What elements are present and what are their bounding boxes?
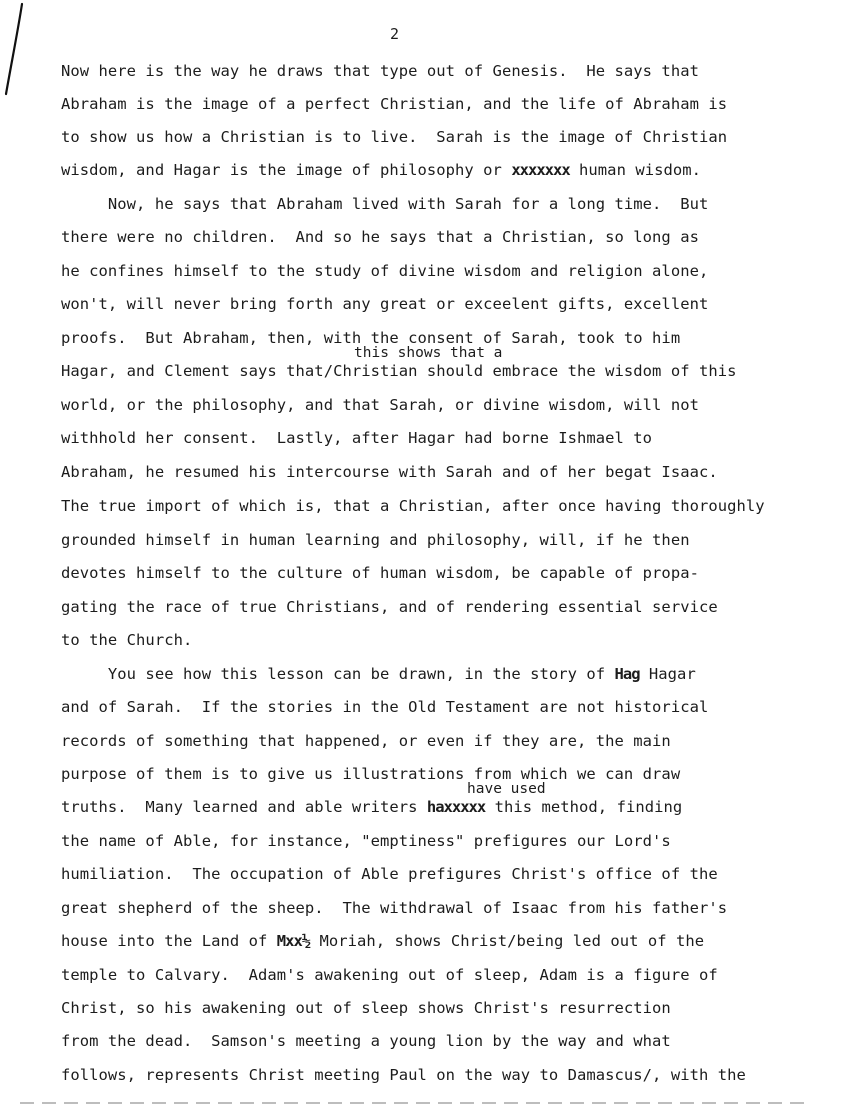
text-line: Abraham, he resumed his intercourse with Sarah and of her begat Isaac. [61, 463, 718, 481]
text-line: Now, he says that Abraham lived with Sarah for a long time. But [61, 195, 709, 213]
text-segment: truths. Many learned and able writers [61, 798, 427, 816]
text-segment: house into the Land of [61, 932, 277, 950]
text-line [61, 931, 704, 951]
page-number: 2 [390, 25, 400, 43]
text-segment: Moriah, shows Christ/being led out of the [310, 932, 705, 950]
text-line: to the Church. [61, 631, 193, 649]
text-line: from the dead. Samson's meeting a young lion by the way and what [61, 1032, 671, 1050]
text-line: The true import of which is, that a Christian, after once having thoroughly [61, 497, 765, 515]
text-segment: You see how this lesson can be drawn, in the story of [61, 665, 615, 683]
text-segment: human wisdom. [569, 161, 702, 179]
text-segment: this method, finding [485, 798, 683, 816]
text-line: and of Sarah. If the stories in the Old Testament are not historical [61, 698, 709, 716]
text-line: withhold her consent. Lastly, after Hagar had borne Ishmael to [61, 429, 653, 447]
text-line: gating the race of true Christians, and of rendering essential service [61, 598, 718, 616]
text-line: follows, represents Christ meeting Paul on the way to Damascus/, with the [61, 1066, 746, 1084]
struck-out-text: xxxxxxx [511, 161, 570, 179]
text-line: Now here is the way he draws that type out of Genesis. He says that [61, 62, 699, 80]
text-line: humiliation. The occupation of Able prefigures Christ's office of the [61, 865, 718, 883]
text-line [61, 797, 682, 817]
text-line: to show us how a Christian is to live. Sarah is the image of Christian [61, 128, 728, 146]
text-line: records of something that happened, or even if they are, the main [61, 732, 671, 750]
text-line: world, or the philosophy, and that Sarah, or divine wisdom, will not [61, 396, 699, 414]
text-line: devotes himself to the culture of human wisdom, be capable of propa- [61, 564, 699, 582]
text-line: Hagar, and Clement says that/Christian should embrace the wisdom of this [61, 362, 737, 380]
text-line: won't, will never bring forth any great or exceelent gifts, excellent [61, 295, 709, 313]
text-line [61, 664, 696, 684]
struck-out-text: Mxx½ [276, 932, 311, 950]
interlinear-insertion: this shows that a [354, 345, 503, 361]
text-line [61, 160, 701, 180]
text-line: grounded himself in human learning and philosophy, will, if he then [61, 531, 690, 549]
interlinear-insertion: have used [467, 781, 546, 797]
text-line: there were no children. And so he says that a Christian, so long as [61, 228, 699, 246]
text-line: Christ, so his awakening out of sleep shows Christ's resurrection [61, 999, 671, 1017]
struck-out-text: Hag [614, 665, 640, 683]
margin-pen-stroke [0, 0, 30, 100]
text-line: proofs. But Abraham, then, with the consent of Sarah, took to him [61, 329, 681, 347]
text-segment: Hagar [639, 665, 696, 683]
text-line: Abraham is the image of a perfect Christian, and the life of Abraham is [61, 95, 728, 113]
text-line: purpose of them is to give us illustrations from which we can draw [61, 765, 681, 783]
text-line: the name of Able, for instance, "emptiness" prefigures our Lord's [61, 832, 671, 850]
text-line: temple to Calvary. Adam's awakening out of sleep, Adam is a figure of [61, 966, 718, 984]
text-line: great shepherd of the sheep. The withdrawal of Isaac from his father's [61, 899, 728, 917]
struck-out-text: haxxxxx [426, 798, 486, 816]
text-segment: wisdom, and Hagar is the image of philosophy or [61, 161, 512, 179]
text-line: he confines himself to the study of divine wisdom and religion alone, [61, 262, 709, 280]
page-bottom-edge [20, 1102, 810, 1104]
